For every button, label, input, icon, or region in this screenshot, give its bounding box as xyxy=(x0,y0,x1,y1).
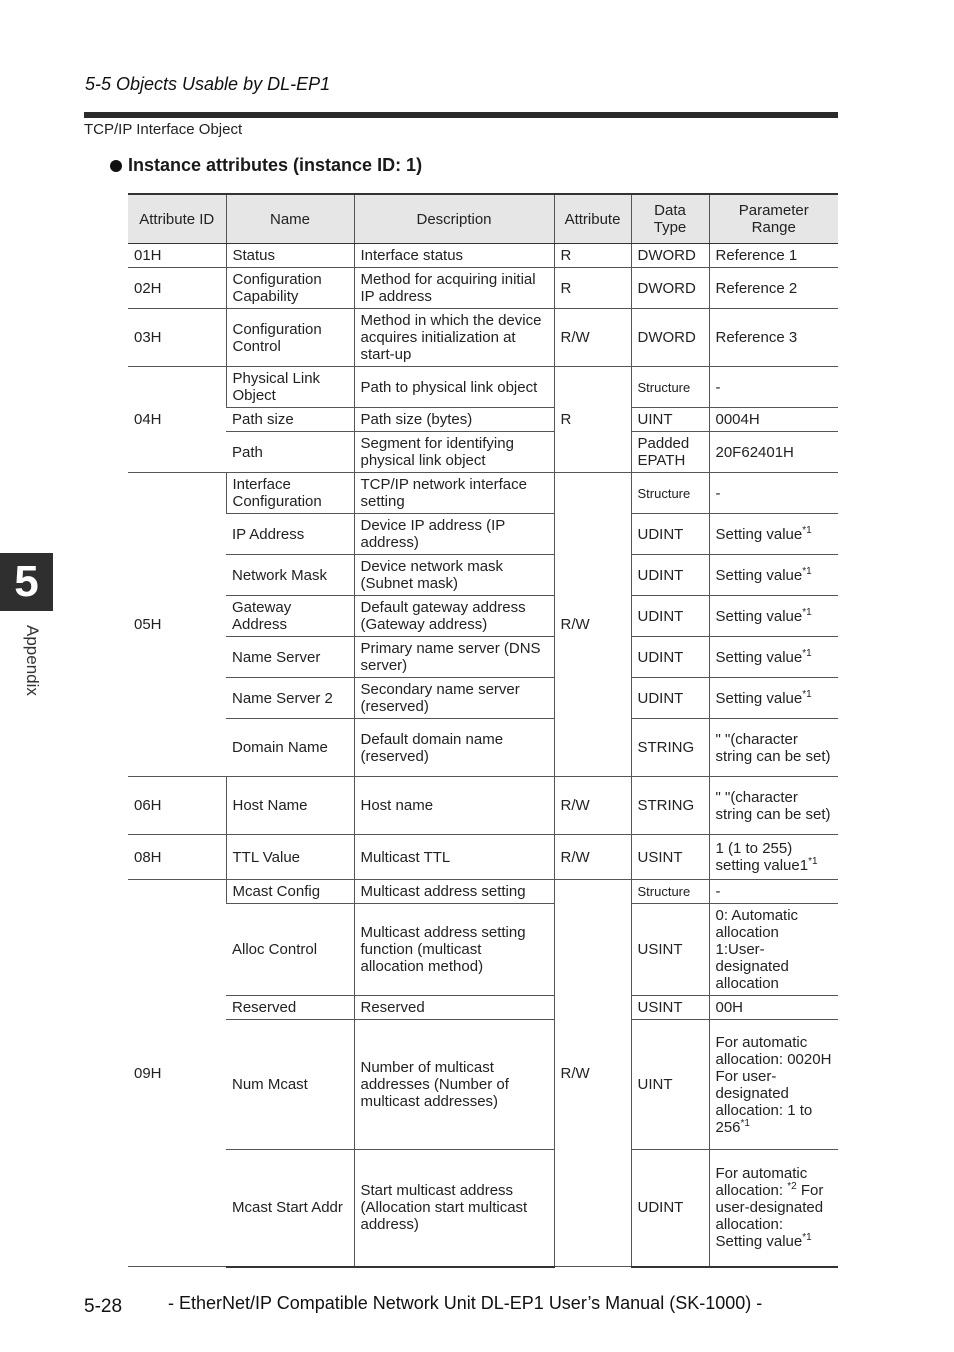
attribute-id-cell: 02H xyxy=(128,268,226,309)
description-cell: Secondary name server (reserved) xyxy=(354,678,554,719)
name-cell: Interface Configuration xyxy=(226,473,354,514)
access-cell: R xyxy=(554,268,631,309)
table-row xyxy=(128,1020,838,1150)
access-cell: R/W xyxy=(554,835,631,880)
data-type-cell: USINT xyxy=(631,835,709,880)
description-cell: Path to physical link object xyxy=(354,367,554,408)
range-text: For user-designated allocation: Setting value xyxy=(715,1182,824,1251)
section-title: 5-5 Objects Usable by DL-EP1 xyxy=(85,74,331,94)
range-text: Setting value xyxy=(715,648,803,666)
range-cell: Reference 1 xyxy=(709,244,838,268)
name-cell: Mcast Config xyxy=(226,880,354,904)
description-cell: Host name xyxy=(354,777,554,835)
name-cell: Name Server 2 xyxy=(226,678,354,719)
access-cell: R/W xyxy=(554,473,631,777)
footnote-mark: *1 xyxy=(802,647,812,659)
table-row xyxy=(128,268,838,309)
name-cell: Gateway Address xyxy=(226,596,354,637)
table-row xyxy=(128,473,838,514)
table-row xyxy=(128,309,838,367)
description-cell: Segment for identifying physical link object xyxy=(354,432,554,473)
table-row xyxy=(128,1150,838,1267)
access-cell: R/W xyxy=(554,309,631,367)
footnote-mark: *1 xyxy=(802,524,812,536)
bullet-icon xyxy=(110,160,122,172)
range-cell: - xyxy=(709,367,838,408)
table-row xyxy=(128,719,838,777)
name-cell: Configuration Control xyxy=(226,309,354,367)
name-cell: Name Server xyxy=(226,637,354,678)
access-cell: R xyxy=(554,367,631,473)
range-cell xyxy=(709,1020,838,1150)
name-cell: TTL Value xyxy=(226,835,354,880)
data-type-cell: UDINT xyxy=(631,596,709,637)
access-cell: R/W xyxy=(554,880,631,1267)
description-cell: Path size (bytes) xyxy=(354,408,554,432)
table-row xyxy=(128,367,838,408)
range-cell: 00H xyxy=(709,996,838,1020)
footnote-mark: *1 xyxy=(802,606,812,618)
access-cell: R xyxy=(554,244,631,268)
range-text: Setting value xyxy=(715,607,803,625)
description-cell: Start multicast address (Allocation start multicast address) xyxy=(354,1150,554,1267)
data-type-cell: UINT xyxy=(631,408,709,432)
name-cell: Domain Name xyxy=(226,719,354,777)
instance-heading xyxy=(110,155,422,176)
table-row xyxy=(128,777,838,835)
instance-heading-text: Instance attributes (instance ID: 1) xyxy=(128,155,423,175)
table-row xyxy=(128,835,838,880)
range-cell xyxy=(709,1150,838,1267)
data-type-cell: DWORD xyxy=(631,309,709,367)
footer-manual-title: - EtherNet/IP Compatible Network Unit DL-EP1 User’s Manual (SK-1000) - xyxy=(168,1293,763,1313)
data-type-cell: DWORD xyxy=(631,244,709,268)
range-cell: - xyxy=(709,473,838,514)
description-cell: Method for acquiring initial IP address xyxy=(354,268,554,309)
data-type-cell: UDINT xyxy=(631,678,709,719)
footnote-mark: *1 xyxy=(802,688,812,700)
range-cell: Reference 2 xyxy=(709,268,838,309)
range-text: For automatic allocation: 0020H For user-designated allocation: 1 to 256 xyxy=(715,1033,832,1136)
table-row xyxy=(128,514,838,555)
chapter-tab: 5 xyxy=(0,553,53,611)
name-cell: Alloc Control xyxy=(226,904,354,996)
footnote-mark: *2 xyxy=(787,1181,797,1193)
data-type-cell: STRING xyxy=(631,719,709,777)
access-cell: R/W xyxy=(554,777,631,835)
table-row xyxy=(128,637,838,678)
range-cell: 20F62401H xyxy=(709,432,838,473)
description-cell: Multicast address setting function (multicast allocation method) xyxy=(354,904,554,996)
description-cell: Number of multicast addresses (Number of multicast addresses) xyxy=(354,1020,554,1150)
col-header: Parameter Range xyxy=(709,194,838,244)
range-text: Setting value xyxy=(715,525,803,543)
data-type-cell: UDINT xyxy=(631,555,709,596)
range-text: Setting value xyxy=(715,566,803,584)
attribute-id-cell: 06H xyxy=(128,777,226,835)
data-type-cell: STRING xyxy=(631,777,709,835)
data-type-cell: Structure xyxy=(631,880,709,904)
name-cell: Reserved xyxy=(226,996,354,1020)
table-row xyxy=(128,678,838,719)
range-cell xyxy=(709,596,838,637)
name-cell: Mcast Start Addr xyxy=(226,1150,354,1267)
appendix-side-label xyxy=(12,625,52,735)
attribute-id-cell: 08H xyxy=(128,835,226,880)
range-cell: 0: Automatic allocation 1:User-designated allocation xyxy=(709,904,838,996)
attribute-id-cell: 09H xyxy=(128,880,226,1267)
appendix-label-text: Appendix xyxy=(23,625,42,696)
table-row xyxy=(128,555,838,596)
table-row xyxy=(128,596,838,637)
data-type-cell: DWORD xyxy=(631,268,709,309)
name-cell: Path xyxy=(226,432,354,473)
header-rule xyxy=(84,112,838,118)
attribute-id-cell: 04H xyxy=(128,367,226,473)
name-cell: Network Mask xyxy=(226,555,354,596)
footnote-mark: *1 xyxy=(802,1232,812,1244)
range-cell: " "(character string can be set) xyxy=(709,719,838,777)
range-text: 1 (1 to 255) setting value1 xyxy=(715,840,809,874)
page-number: 5-28 xyxy=(84,1296,123,1317)
description-cell: Primary name server (DNS server) xyxy=(354,637,554,678)
table-row xyxy=(128,408,838,432)
col-header: Name xyxy=(226,194,354,244)
col-header: Description xyxy=(354,194,554,244)
data-type-cell: Structure xyxy=(631,473,709,514)
data-type-cell: UDINT xyxy=(631,637,709,678)
instance-attributes-table xyxy=(128,193,838,1268)
range-cell xyxy=(709,678,838,719)
data-type-cell: UINT xyxy=(631,1020,709,1150)
description-cell: Default gateway address (Gateway address) xyxy=(354,596,554,637)
data-type-cell: USINT xyxy=(631,996,709,1020)
table-row xyxy=(128,244,838,268)
name-cell: Physical Link Object xyxy=(226,367,354,408)
name-cell: Num Mcast xyxy=(226,1020,354,1150)
name-cell: Path size xyxy=(226,408,354,432)
data-type-cell: Structure xyxy=(631,367,709,408)
range-cell xyxy=(709,835,838,880)
data-type-cell: UDINT xyxy=(631,1150,709,1267)
table-header-row xyxy=(128,194,838,244)
footnote-mark: *1 xyxy=(802,565,812,577)
range-text: Setting value xyxy=(715,689,803,707)
description-cell: Method in which the device acquires initialization at start-up xyxy=(354,309,554,367)
footnote-mark: *1 xyxy=(808,856,818,867)
data-type-cell: USINT xyxy=(631,904,709,996)
name-cell: IP Address xyxy=(226,514,354,555)
description-cell: Multicast address setting xyxy=(354,880,554,904)
description-cell: Reserved xyxy=(354,996,554,1020)
data-type-cell: UDINT xyxy=(631,514,709,555)
range-cell xyxy=(709,514,838,555)
description-cell: Multicast TTL xyxy=(354,835,554,880)
description-cell: Device network mask (Subnet mask) xyxy=(354,555,554,596)
table-row xyxy=(128,432,838,473)
range-cell: " "(character string can be set) xyxy=(709,777,838,835)
col-header: Data Type xyxy=(631,194,709,244)
col-header: Attribute ID xyxy=(128,194,226,244)
name-cell: Host Name xyxy=(226,777,354,835)
name-cell: Configuration Capability xyxy=(226,268,354,309)
range-cell xyxy=(709,637,838,678)
range-cell: - xyxy=(709,880,838,904)
description-cell: TCP/IP network interface setting xyxy=(354,473,554,514)
footnote-mark: *1 xyxy=(740,1117,750,1129)
name-cell: Status xyxy=(226,244,354,268)
description-cell: Device IP address (IP address) xyxy=(354,514,554,555)
table-row xyxy=(128,904,838,996)
attribute-id-cell: 01H xyxy=(128,244,226,268)
range-cell: Reference 3 xyxy=(709,309,838,367)
table-row xyxy=(128,880,838,904)
col-header: Attribute xyxy=(554,194,631,244)
description-cell: Interface status xyxy=(354,244,554,268)
table-row xyxy=(128,996,838,1020)
object-name: TCP/IP Interface Object xyxy=(84,121,243,138)
range-cell xyxy=(709,555,838,596)
range-cell: 0004H xyxy=(709,408,838,432)
attribute-id-cell: 03H xyxy=(128,309,226,367)
description-cell: Default domain name (reserved) xyxy=(354,719,554,777)
attribute-id-cell: 05H xyxy=(128,473,226,777)
data-type-cell: Padded EPATH xyxy=(631,432,709,473)
range-text: For automatic allocation: xyxy=(715,1165,808,1200)
